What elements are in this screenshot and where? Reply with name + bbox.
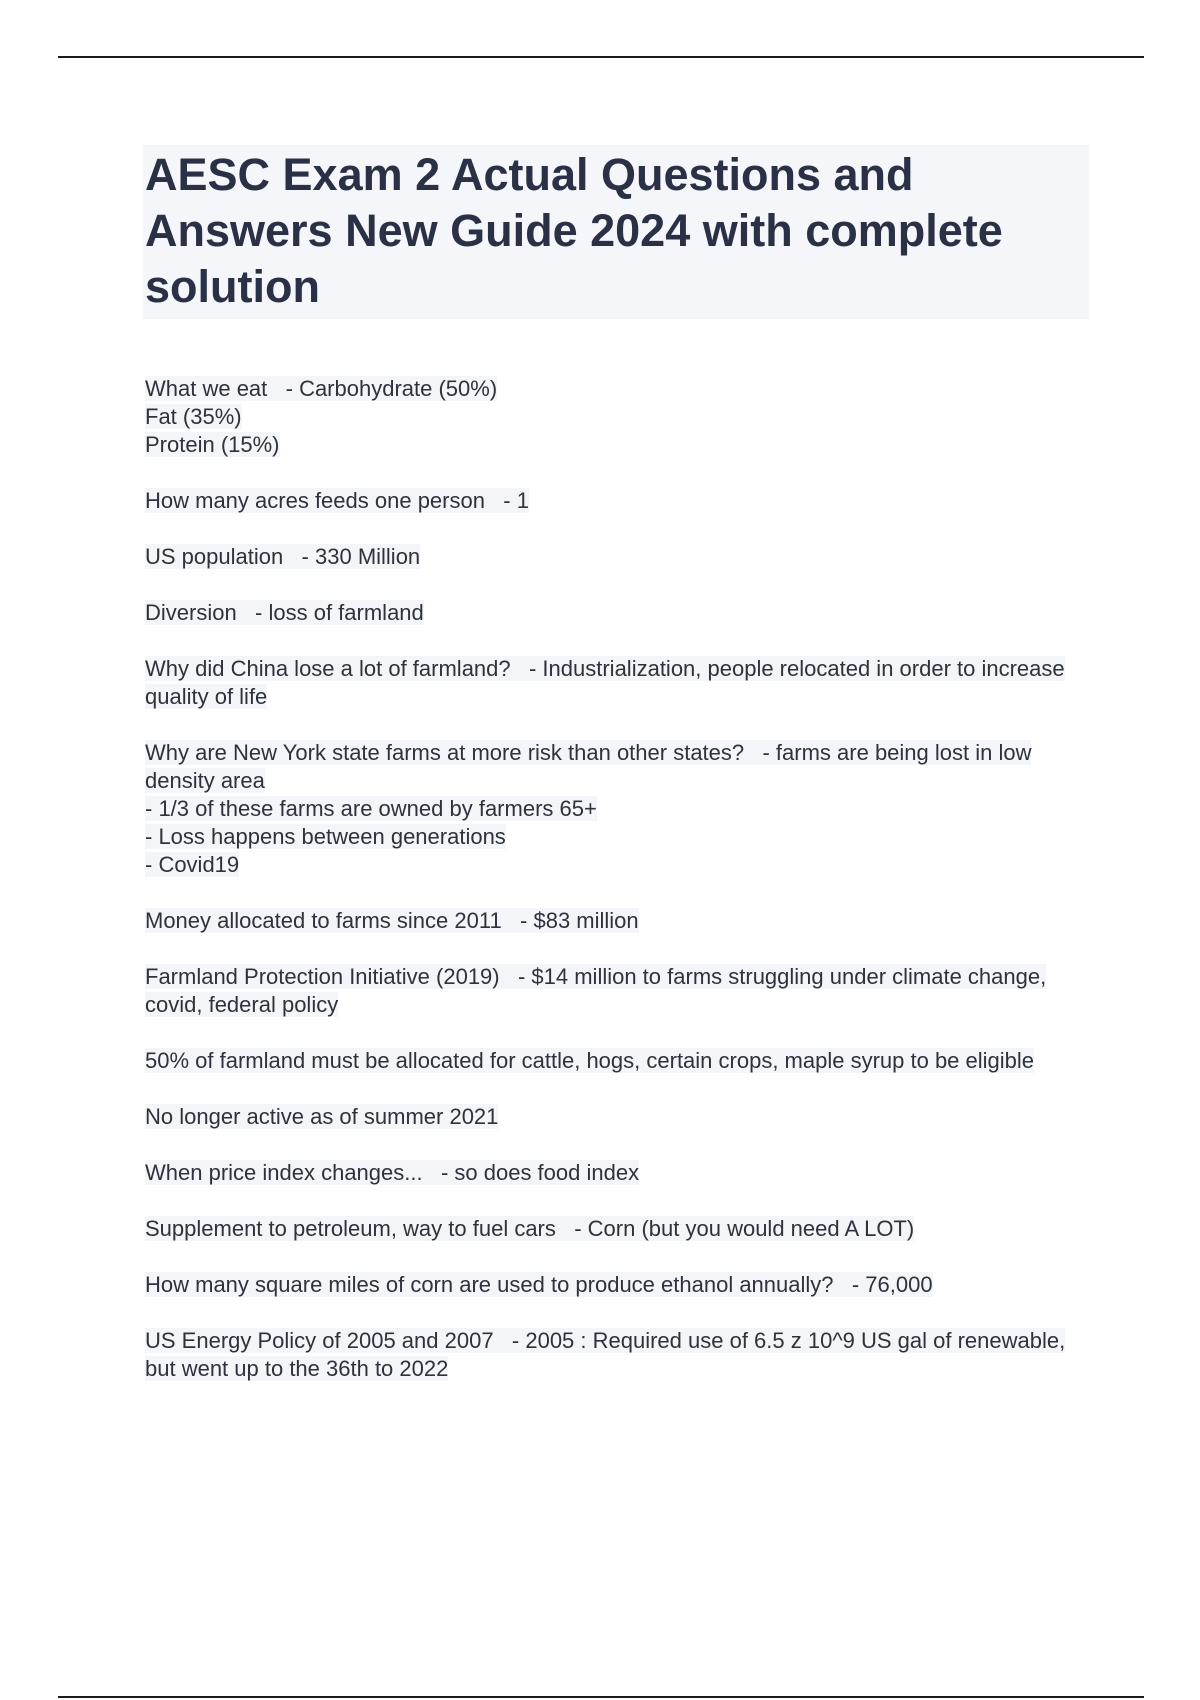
qa-highlight — [145, 964, 1046, 1017]
answer-continuation-line — [145, 431, 1089, 459]
qa-first-line — [145, 1327, 1089, 1383]
qa-item — [145, 1327, 1089, 1383]
answer-text: Industrialization, people relocated in order to increase quality of life — [145, 656, 1065, 709]
qa-item — [145, 907, 1089, 935]
question-text: No longer active as of summer 2021 — [145, 1104, 499, 1129]
question-text: Money allocated to farms since 2011 — [145, 908, 502, 933]
answer-continuation-line — [145, 823, 1089, 851]
question-text: How many acres feeds one person — [145, 488, 485, 513]
qa-list — [145, 375, 1089, 1383]
qa-highlight — [145, 1328, 1065, 1381]
question-text: 50% of farmland must be allocated for cattle, hogs, certain crops, maple syrup to be eligible — [145, 1048, 1035, 1073]
qa-first-line — [145, 487, 1089, 515]
qa-highlight — [145, 740, 1031, 793]
qa-highlight — [145, 1160, 639, 1185]
question-text: When price index changes... — [145, 1160, 423, 1185]
qa-item — [145, 655, 1089, 711]
answer-separator: - — [484, 488, 517, 513]
question-text: Why are New York state farms at more risk than other states? — [145, 740, 745, 765]
answer-continuation-line — [145, 403, 1089, 431]
qa-highlight — [145, 1272, 933, 1297]
answer-continuation-text: - Loss happens between generations — [145, 824, 506, 849]
answer-text: loss of farmland — [268, 600, 424, 625]
document-body — [145, 145, 1089, 1411]
answer-continuation-text: Fat (35%) — [145, 404, 242, 429]
qa-highlight — [145, 1104, 498, 1129]
qa-item — [145, 739, 1089, 879]
qa-item — [145, 487, 1089, 515]
answer-separator: - — [283, 544, 315, 569]
answer-separator: - — [267, 376, 300, 401]
answer-separator: - — [422, 1160, 455, 1185]
qa-first-line — [145, 1159, 1089, 1187]
answer-separator: - — [501, 908, 534, 933]
qa-first-line — [145, 655, 1089, 711]
question-text: US population — [145, 544, 284, 569]
question-text: Why did China lose a lot of farmland? — [145, 656, 511, 681]
answer-continuation-text: - Covid19 — [145, 852, 240, 877]
question-text: Supplement to petroleum, way to fuel cars — [145, 1216, 556, 1241]
answer-separator: - — [510, 656, 543, 681]
qa-item — [145, 375, 1089, 459]
answer-continuation-text: - 1/3 of these farms are owned by farmers 65+ — [145, 796, 597, 821]
qa-highlight — [145, 544, 420, 569]
answer-text: 2005 : Required use of 6.5 z 10^9 US gal of renewable, but went up to the 36th to 2022 — [145, 1328, 1066, 1381]
answer-text: $14 million to farms struggling under climate change, covid, federal policy — [145, 964, 1047, 1017]
qa-item — [145, 1047, 1089, 1075]
answer-text: 76,000 — [865, 1272, 933, 1297]
qa-highlight — [145, 376, 497, 401]
qa-first-line — [145, 1271, 1089, 1299]
answer-separator: - — [833, 1272, 866, 1297]
qa-item — [145, 1103, 1089, 1131]
answer-text: Carbohydrate (50%) — [299, 376, 498, 401]
qa-highlight — [145, 488, 529, 513]
question-text: Diversion — [145, 600, 237, 625]
bottom-rule — [58, 1696, 1144, 1698]
qa-first-line — [145, 739, 1089, 795]
answer-text: so does food index — [454, 1160, 640, 1185]
qa-highlight — [145, 1048, 1034, 1073]
answer-separator: - — [744, 740, 776, 765]
answer-text: farms are being lost in low density area — [145, 740, 1032, 793]
qa-item — [145, 1159, 1089, 1187]
top-rule — [58, 56, 1144, 58]
qa-highlight — [145, 600, 424, 625]
qa-item — [145, 1271, 1089, 1299]
answer-separator: - — [236, 600, 269, 625]
answer-continuation-text: Protein (15%) — [145, 432, 280, 457]
answer-continuation-line — [145, 851, 1089, 879]
qa-first-line — [145, 1047, 1089, 1075]
qa-highlight — [145, 656, 1065, 709]
qa-first-line — [145, 599, 1089, 627]
answer-text: Corn (but you would need A LOT) — [587, 1216, 915, 1241]
qa-highlight — [145, 908, 639, 933]
qa-item — [145, 963, 1089, 1019]
answer-separator: - — [499, 964, 532, 989]
qa-item — [145, 543, 1089, 571]
qa-first-line — [145, 543, 1089, 571]
document-title: AESC Exam 2 Actual Questions and Answers New Guide 2024 with complete solution — [145, 149, 1003, 312]
qa-item — [145, 599, 1089, 627]
qa-first-line — [145, 907, 1089, 935]
question-text: How many square miles of corn are used to produce ethanol annually? — [145, 1272, 834, 1297]
qa-item — [145, 1215, 1089, 1243]
answer-separator: - — [493, 1328, 526, 1353]
answer-separator: - — [555, 1216, 588, 1241]
qa-first-line — [145, 1215, 1089, 1243]
qa-first-line — [145, 1103, 1089, 1131]
qa-highlight — [145, 1216, 914, 1241]
answer-text: 1 — [516, 488, 529, 513]
answer-text: $83 million — [533, 908, 639, 933]
question-text: US Energy Policy of 2005 and 2007 — [145, 1328, 494, 1353]
question-text: What we eat — [145, 376, 268, 401]
question-text: Farmland Protection Initiative (2019) — [145, 964, 500, 989]
answer-text: 330 Million — [315, 544, 421, 569]
qa-first-line — [145, 375, 1089, 403]
title-banner — [143, 145, 1089, 319]
answer-continuation-line — [145, 795, 1089, 823]
qa-first-line — [145, 963, 1089, 1019]
